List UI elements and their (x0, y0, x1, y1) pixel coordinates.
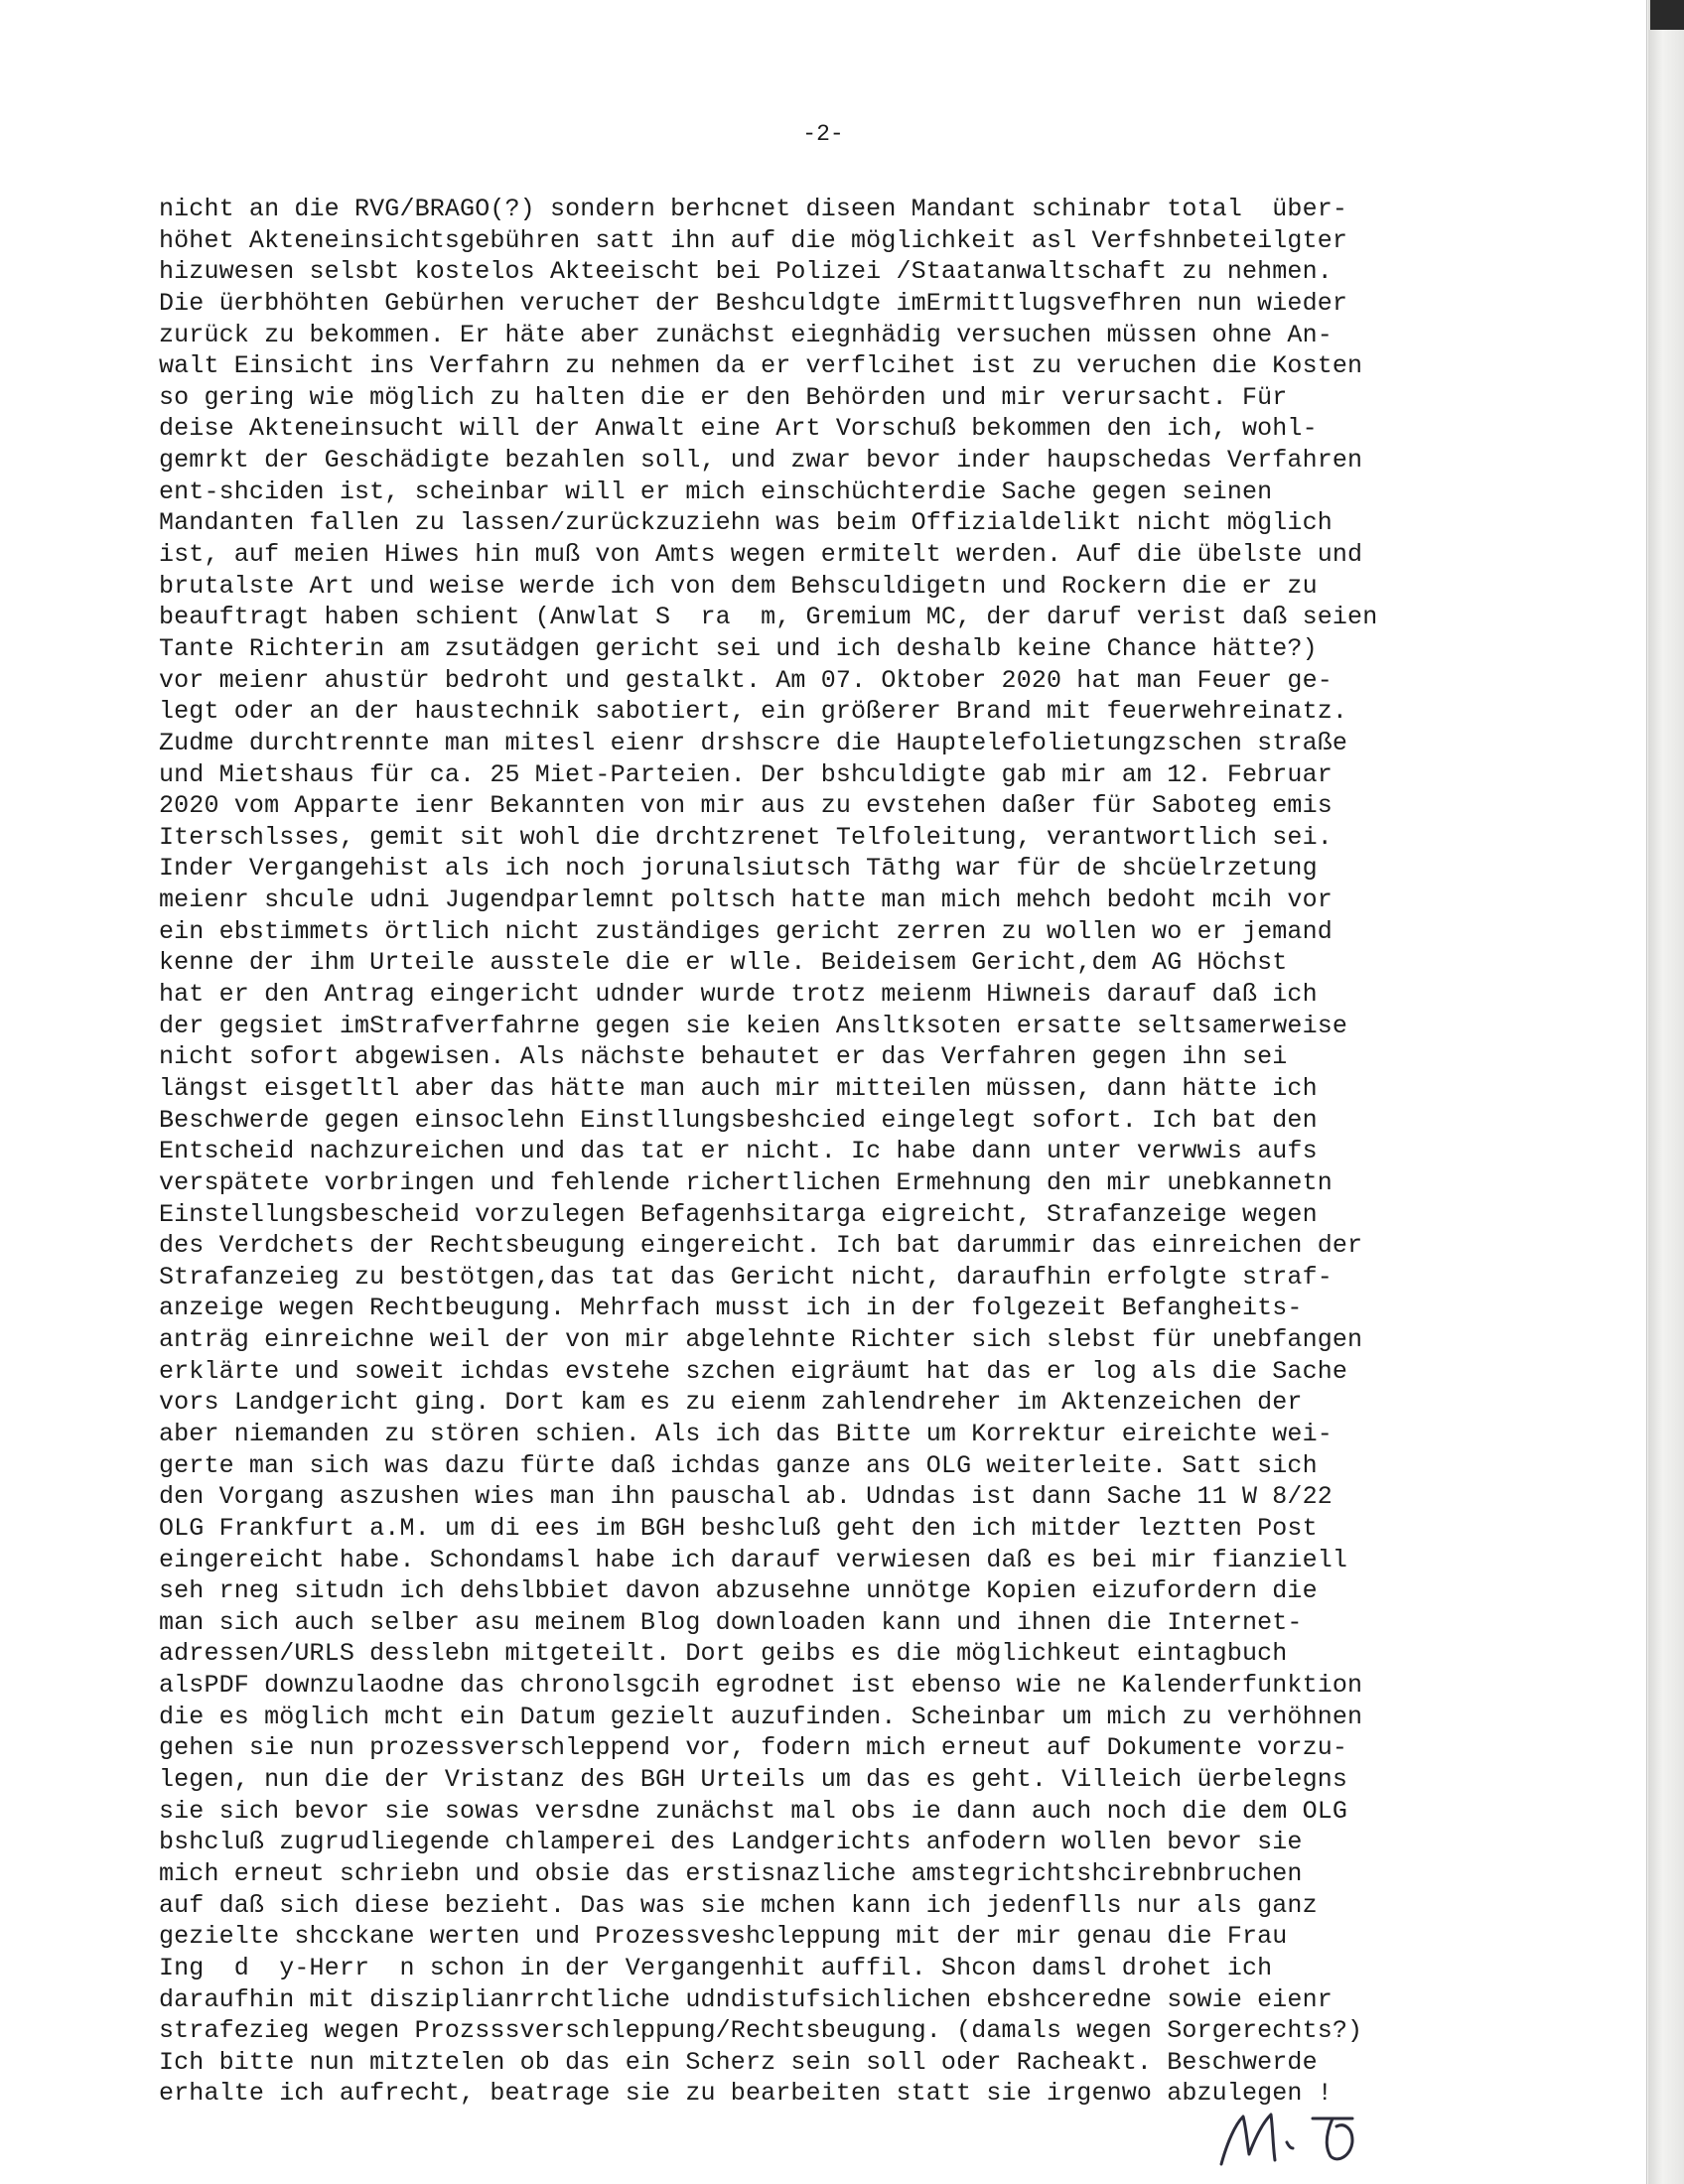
text-line: gemrkt der Geschädigte bezahlen soll, und zwar bevor inder haupschedas Verfahren (159, 446, 1363, 476)
text-line: ent-shciden ist, scheinbar will er mich einschüchterdie Sache gegen seinen (159, 477, 1273, 506)
text-line: walt Einsicht ins Verfahrn zu nehmen da er verflcihet ist zu veruchen die Kosten (159, 351, 1363, 381)
text-line: strafezieg wegen Prozsssverschleppung/Rechtsbeugung. (damals wegen Sorgerechts?) (159, 2016, 1363, 2046)
text-line: gerte man sich was dazu fürte daß ichdas ganze ans OLG weiterleite. Satt sich (159, 1450, 1318, 1480)
text-line: vors Landgericht ging. Dort kam es zu eienm zahlendreher im Aktenzeichen der (159, 1388, 1303, 1418)
text-line: auf daß sich diese bezieht. Das was sie mchen kann ich jedenflls nur als ganz (159, 1890, 1318, 1920)
text-line: beauftragt haben schient (Anwlat S ra m, Gremium MC, der daruf verist daß seien (159, 603, 1378, 632)
text-line: sie sich bevor sie sowas versdne zunächst mal obs ie dann auch noch die dem OLG (159, 1796, 1348, 1826)
text-line: erhalte ich aufrecht, beatrage sie zu bearbeiten statt sie irgenwo abzulegen ! (159, 2079, 1333, 2109)
text-line: adressen/URLS desslebn mitgeteilt. Dort geibs es die möglichkeut eintagbuch (159, 1639, 1288, 1669)
text-line: anzeige wegen Rechtbeugung. Mehrfach musst ich in der folgezeit Befangheits- (159, 1294, 1303, 1323)
page-number: -2- (802, 121, 844, 147)
text-line: brutalste Art und weise werde ich von dem Behsculdigetn und Rockern die er zu (159, 571, 1318, 601)
text-line: erklärte und soweit ichdas evstehe szchen eigräumt hat das er log als die Sache (159, 1356, 1348, 1386)
text-line: gehen sie nun prozessverschleppend vor, fodern mich erneut auf Dokumente vorzu- (159, 1733, 1348, 1763)
text-line: längst eisgetltl aber das hätte man auch mir mitteilen müssen, dann hätte ich (159, 1073, 1318, 1103)
text-line: eingereicht habe. Schondamsl habe ich darauf verwiesen daß es bei mir fianziell (159, 1545, 1348, 1574)
text-line: den Vorgang aszushen wies man ihn pauschal ab. Udndas ist dann Sache 11 W 8/22 (159, 1482, 1333, 1512)
text-line: Iterschlsses, gemit sit wohl die drchtzrenet Telfoleitung, verantwortlich sei. (159, 822, 1333, 852)
text-line: Beschwerde gegen einsoclehn Einstllungsbeshcied eingelegt sofort. Ich bat den (159, 1105, 1318, 1135)
text-line: anträg einreichne weil der von mir abgelehnte Richter sich slebst für unebfangen (159, 1325, 1363, 1355)
text-line: mich erneut schriebn und obsie das erstisnazliche amstegrichtshcirebnbruchen (159, 1858, 1303, 1888)
text-line: alsPDF downzulaodne das chronolsgcih egrodnet ist ebenso wie ne Kalenderfunktion (159, 1671, 1363, 1701)
text-line: kenne der ihm Urteile ausstele die er wlle. Beideisem Gericht,dem AG Höchst (159, 948, 1288, 978)
text-line: Inder Vergangehist als ich noch jorunalsiutsch Tāthg war für de shcüelrzetung (159, 854, 1318, 884)
text-line: Entscheid nachzureichen und das tat er nicht. Ic habe dann unter verwwis aufs (159, 1137, 1318, 1166)
text-line: Ich bitte nun mitztelen ob das ein Scherz sein soll oder Racheakt. Beschwerde (159, 2047, 1318, 2077)
text-line: man sich auch selber asu meinem Blog downloaden kann und ihnen die Internet- (159, 1607, 1303, 1637)
text-line: vor meienr ahustür bedroht und gestalkt. Am 07. Oktober 2020 hat man Feuer ge- (159, 665, 1333, 695)
text-line: bshcluß zugrudliegende chlamperei des Landgerichts anfodern wollen bevor sie (159, 1828, 1303, 1857)
text-line: die es möglich mcht ein Datum gezielt auzufinden. Scheinbar um mich zu verhöhnen (159, 1702, 1363, 1731)
handwritten-signature-icon (1213, 2103, 1442, 2172)
text-line: Die üerbhöhten Gebürhen veruchет der Beshculdgte imErmittlugsvefhren nun wieder (159, 288, 1348, 318)
text-line: der gegsiet imStrafverfahrne gegen sie keien Ansltksoten ersatte seltsamerweise (159, 1011, 1348, 1040)
text-line: hat er den Antrag eingericht udnder wurde trotz meienm Hiwneis darauf daß ich (159, 980, 1318, 1010)
text-line: gezielte shcckane werten und Prozessveshcleppung mit der mir genau die Frau (159, 1922, 1288, 1952)
text-line: aber niemanden zu stören schien. Als ich das Bitte um Korrektur eireichte wei- (159, 1419, 1333, 1448)
text-line: ist, auf meien Hiwes hin muß von Amts wegen ermitelt werden. Auf die übelste und (159, 540, 1363, 570)
scan-corner (1650, 0, 1684, 30)
text-line: nicht sofort abgewisen. Als nächste behautet er das Verfahren gegen ihn sei (159, 1042, 1288, 1072)
text-line: so gering wie möglich zu halten die er den Behörden und mir verursacht. Für (159, 382, 1288, 412)
text-line: ein ebstimmets örtlich nicht zuständiges gericht zerren zu wollen wo er jemand (159, 916, 1333, 946)
letter-body (159, 194, 1489, 2110)
text-line: Mandanten fallen zu lassen/zurückzuziehn was beim Offizialdelikt nicht möglich (159, 508, 1333, 538)
text-line: legt oder an der haustechnik sabotiert, ein größerer Brand mit feuerwehreinatz. (159, 697, 1348, 727)
text-line: meienr shcule udni Jugendparlemnt poltsch hatte man mich mehch bedoht mcih vor (159, 886, 1333, 915)
text-line: OLG Frankfurt a.M. um di ees im BGH beshcluß geht den ich mitder leztten Post (159, 1513, 1318, 1543)
text-line: Zudme durchtrennte man mitesl eienr drshscre die Hauptelefolietungzschen straße (159, 728, 1348, 757)
text-line: höhet Akteneinsichtsgebühren satt ihn auf die möglichkeit asl Verfshnbeteilgter (159, 225, 1348, 255)
text-line: Tante Richterin am zsutädgen gericht sei und ich deshalb keine Chance hätte?) (159, 633, 1318, 663)
text-line: nicht an die RVG/BRAGO(?) sondern berhcnet diseen Mandant schinabr total über- (159, 195, 1348, 223)
text-line: Ing d y-Herr n schon in der Vergangenhit auffil. Shcon damsl drohet ich (159, 1953, 1273, 1982)
paper-edge (1648, 0, 1684, 2184)
text-line: und Mietshaus für ca. 25 Miet-Parteien. Der bshculdigte gab mir am 12. Februar (159, 759, 1333, 789)
text-line: legen, nun die der Vristanz des BGH Urteils um das es geht. Villeich üerbelegns (159, 1765, 1348, 1795)
text-line: 2020 vom Apparte ienr Bekannten von mir aus zu evstehen daßer für Saboteg emis (159, 791, 1333, 821)
text-line: zurück zu bekommen. Er häte aber zunächst eiegnhädig versuchen müssen ohne An- (159, 320, 1333, 349)
text-line: seh rneg situdn ich dehslbbiet davon abzusehne unnötge Kopien eizufordern die (159, 1576, 1318, 1606)
text-line: daraufhin mit disziplianrrchtliche udndistufsichlichen ebshceredne sowie eienr (159, 1984, 1333, 2014)
text-line: verspätete vorbringen und fehlende richertlichen Ermehnung den mir unebkannetn (159, 1167, 1333, 1197)
text-line: Einstellungsbescheid vorzulegen Befagenhsitarga eigreicht, Strafanzeige wegen (159, 1199, 1318, 1229)
text-line: hizuwesen selsbt kostelos Akteeischt bei Polizei /Staatanwaltschaft zu nehmen. (159, 257, 1333, 287)
text-line: Strafanzeieg zu bestötgen,das tat das Gericht nicht, daraufhin erfolgte straf- (159, 1262, 1333, 1292)
text-line: des Verdchets der Rechtsbeugung eingereicht. Ich bat darummir das einreichen der (159, 1231, 1363, 1261)
text-line: deise Akteneinsucht will der Anwalt eine Art Vorschuß bekommen den ich, wohl- (159, 414, 1318, 444)
